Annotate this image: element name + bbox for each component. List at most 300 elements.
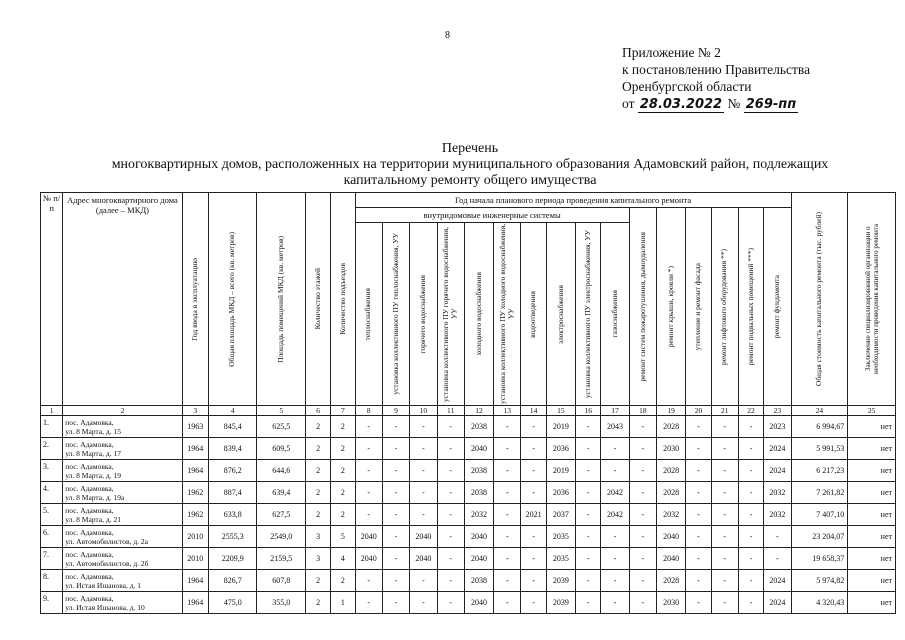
table-cell: - (437, 504, 464, 526)
table-cell: - (382, 570, 409, 592)
table-cell: 2024 (764, 460, 791, 482)
header-num: № п/п (41, 193, 63, 406)
row-number: 5. (41, 504, 63, 526)
table-cell: 2032 (764, 504, 791, 526)
table-cell: 2040 (464, 438, 493, 460)
table-cell: - (494, 526, 521, 548)
header-heat-meter: установка коллективного ПУ теплоснабжения, УУ (382, 223, 409, 406)
table-cell: 2 (306, 416, 331, 438)
header-facade: утепление и ремонт фасада (686, 208, 711, 406)
column-index: 24 (791, 406, 848, 416)
table-cell: 2023 (764, 416, 791, 438)
table-cell: - (382, 548, 409, 570)
header-foundation: ремонт фундамента (764, 208, 791, 406)
table-cell: - (437, 460, 464, 482)
table-cell: 2 (306, 592, 331, 614)
table-row (41, 460, 896, 482)
column-index: 19 (656, 406, 685, 416)
table-cell: - (355, 416, 382, 438)
table-cell: - (601, 570, 629, 592)
table-cell: - (686, 438, 711, 460)
header-entrances: Количество подъездов (331, 193, 355, 406)
table-cell: 1 (331, 592, 355, 614)
header-basement: ремонт подвальных помещений ***) (738, 208, 763, 406)
table-cell: - (629, 438, 656, 460)
table-row (41, 592, 896, 614)
table-cell: - (494, 482, 521, 504)
row-number: 6. (41, 526, 63, 548)
table-cell: - (576, 592, 601, 614)
table-cell: - (410, 504, 437, 526)
header-elec-meter: установка коллективного ПУ электроснабжения, УУ (576, 223, 601, 406)
table-cell: 609,5 (257, 438, 306, 460)
table-cell: 2019 (546, 460, 575, 482)
row-address (63, 460, 182, 482)
header-plan-period: Год начала планового периода проведения капитального ремонта (355, 193, 791, 208)
table-cell: 355,0 (257, 592, 306, 614)
table-cell: 2036 (546, 438, 575, 460)
table-cell: 2024 (764, 438, 791, 460)
header-roof: ремонт крыши, кровли *) (656, 208, 685, 406)
header-heating: теплоснабжения (355, 223, 382, 406)
header-cost: Общая стоимость капитального ремонта (тыс. рублей) (791, 193, 848, 406)
table-cell: 2040 (355, 548, 382, 570)
header-premises-area: Площадь помещений МКД (кв. метров) (257, 193, 306, 406)
table-cell: - (494, 504, 521, 526)
table-cell: 839,4 (208, 438, 257, 460)
number-prefix: № (727, 96, 741, 111)
header-hot-meter: установка коллективного ПУ горячего водоснабжения, УУ (437, 223, 464, 406)
row-address (63, 570, 182, 592)
table-cell: - (494, 438, 521, 460)
table-cell: - (576, 504, 601, 526)
table-cell: 2 (306, 460, 331, 482)
table-cell: 23 204,07 (791, 526, 848, 548)
address-line-1: пос. Адамовка, (65, 593, 114, 603)
table-cell: - (521, 482, 546, 504)
table-row (41, 526, 896, 548)
table-cell: 2040 (464, 592, 493, 614)
column-index: 18 (629, 406, 656, 416)
table-cell: 3 (306, 548, 331, 570)
table-cell: 2024 (764, 592, 791, 614)
table-cell: - (355, 504, 382, 526)
page-number: 8 (445, 30, 450, 41)
header-year-built: Год ввода в эксплуатацию (182, 193, 208, 406)
column-index: 23 (764, 406, 791, 416)
table-cell: - (410, 416, 437, 438)
table-cell: 2021 (521, 504, 546, 526)
table-row (41, 482, 896, 504)
row-number: 8. (41, 570, 63, 592)
table-cell: 2042 (601, 482, 629, 504)
table-cell: - (686, 548, 711, 570)
table-cell: 1963 (182, 416, 208, 438)
table-cell: - (576, 548, 601, 570)
table-cell: - (629, 592, 656, 614)
table-cell: - (711, 570, 738, 592)
table-cell: - (711, 592, 738, 614)
table-cell: 644,6 (257, 460, 306, 482)
address-line-1: пос. Адамовка, (65, 461, 114, 471)
table-cell: 2038 (464, 416, 493, 438)
table-cell: - (686, 504, 711, 526)
table-row (41, 438, 896, 460)
table-cell: нет (848, 460, 896, 482)
table-cell: - (686, 570, 711, 592)
column-index: 12 (464, 406, 493, 416)
table-cell: - (576, 460, 601, 482)
header-fire-smoke: ремонт систем пожаротушения, дымоудаления (629, 208, 656, 406)
table-cell: - (738, 438, 763, 460)
address-line-2: ул. 8 Марта, д. 19 (65, 470, 121, 480)
column-index: 14 (521, 406, 546, 416)
header-total-area: Общая площадь МКД – всего (кв. метров) (208, 193, 257, 406)
header-floors: Количество этажей (306, 193, 331, 406)
table-cell: - (382, 482, 409, 504)
table-cell: - (355, 482, 382, 504)
handwritten-number: 269-пп (745, 97, 797, 112)
table-cell: нет (848, 482, 896, 504)
table-cell: - (576, 482, 601, 504)
table-cell: 876,2 (208, 460, 257, 482)
table-cell: - (382, 592, 409, 614)
address-line-2: ул. 8 Марта, д. 19а (65, 492, 125, 502)
address-line-1: пос. Адамовка, (65, 439, 114, 449)
table-cell: - (686, 416, 711, 438)
table-cell: нет (848, 504, 896, 526)
table-cell: - (410, 570, 437, 592)
table-cell: - (521, 460, 546, 482)
table-cell: 639,4 (257, 482, 306, 504)
table-cell: 2028 (656, 570, 685, 592)
table-cell: 2 (306, 570, 331, 592)
date-prefix: от (622, 96, 635, 111)
table-cell: - (382, 416, 409, 438)
table-cell: 2209,9 (208, 548, 257, 570)
column-index: 5 (257, 406, 306, 416)
document-subtitle-1: многоквартирных домов, расположенных на территории муниципального образования Адамовский район, подлежащих (111, 157, 829, 172)
table-cell: 2040 (656, 526, 685, 548)
table-cell: 845,4 (208, 416, 257, 438)
table-cell: - (437, 416, 464, 438)
appendix-line-2: к постановлению Правительства (622, 62, 811, 77)
table-cell: 7 261,82 (791, 482, 848, 504)
handwritten-date: 28.03.2022 (639, 97, 723, 112)
table-cell: 4 320,43 (791, 592, 848, 614)
table-cell: 1962 (182, 504, 208, 526)
column-index: 20 (686, 406, 711, 416)
table-cell: - (521, 570, 546, 592)
table-cell: 2038 (464, 460, 493, 482)
table-cell: - (355, 438, 382, 460)
column-index: 8 (355, 406, 382, 416)
table-cell: - (738, 592, 763, 614)
table-cell: 6 994,67 (791, 416, 848, 438)
table-cell: - (355, 460, 382, 482)
row-number: 7. (41, 548, 63, 570)
table-cell: - (382, 504, 409, 526)
table-cell: - (437, 526, 464, 548)
appendix-line-3: Оренбургской области (622, 79, 752, 94)
table-cell: 625,5 (257, 416, 306, 438)
table-cell: 19 658,37 (791, 548, 848, 570)
table-cell: - (410, 438, 437, 460)
table-cell: - (738, 482, 763, 504)
table-body (41, 416, 896, 614)
table-cell: 6 217,23 (791, 460, 848, 482)
table-cell: 2 (331, 482, 355, 504)
address-line-2: ул. Истая Ишанова, д. 10 (65, 602, 145, 612)
address-line-1: пос. Адамовка, (65, 417, 114, 427)
row-number: 1. (41, 416, 63, 438)
table-cell: 1964 (182, 460, 208, 482)
header-conclusion: Заключение специализированной организации о необходимости проведения капитального ремонта (848, 193, 896, 406)
row-address (63, 548, 182, 570)
header-cold-meter: установка коллективного ПУ холодного водоснабжения, УУ (494, 223, 521, 406)
column-index: 21 (711, 406, 738, 416)
table-cell: - (382, 438, 409, 460)
table-cell: 2032 (656, 504, 685, 526)
table-cell: 2036 (546, 482, 575, 504)
table-cell: - (738, 526, 763, 548)
table-cell: - (686, 526, 711, 548)
table-cell: - (629, 416, 656, 438)
table-cell: - (382, 526, 409, 548)
address-line-2: ул. Автомобилистов, д. 2а (65, 536, 148, 546)
table-cell: - (601, 438, 629, 460)
table-cell: - (437, 482, 464, 504)
row-number: 3. (41, 460, 63, 482)
table-cell: - (521, 416, 546, 438)
table-cell: 1964 (182, 438, 208, 460)
table-cell: 2028 (656, 416, 685, 438)
document-title: Перечень (441, 141, 499, 156)
table-cell: - (410, 482, 437, 504)
table-cell: 2 (331, 460, 355, 482)
table-cell: - (355, 592, 382, 614)
table-cell: - (601, 592, 629, 614)
table-cell: - (410, 592, 437, 614)
table-cell: - (686, 592, 711, 614)
table-cell: 2028 (656, 460, 685, 482)
document-subtitle-2: капитальному ремонту общего имущества (343, 173, 597, 188)
table-cell: - (629, 526, 656, 548)
table-cell: - (711, 438, 738, 460)
table-cell: нет (848, 570, 896, 592)
address-line-1: пос. Адамовка, (65, 571, 114, 581)
table-cell: 633,8 (208, 504, 257, 526)
address-line-1: пос. Адамовка, (65, 505, 114, 515)
table-cell: 2040 (656, 548, 685, 570)
row-address (63, 526, 182, 548)
column-index: 15 (546, 406, 575, 416)
header-gas: газоснабжения (601, 223, 629, 406)
table-cell: - (410, 460, 437, 482)
header-electricity: электроснабжения (546, 223, 575, 406)
table-cell: - (738, 460, 763, 482)
table-cell: - (494, 548, 521, 570)
row-address (63, 592, 182, 614)
table-cell: 2039 (546, 592, 575, 614)
table-cell: 2030 (656, 438, 685, 460)
table-cell: - (629, 482, 656, 504)
table-cell: - (686, 460, 711, 482)
table-cell: - (437, 592, 464, 614)
table-cell: нет (848, 548, 896, 570)
table-cell: - (711, 460, 738, 482)
address-line-2: ул. 8 Марта, д. 15 (65, 426, 121, 436)
table-cell: - (738, 548, 763, 570)
table-cell: 2 (306, 438, 331, 460)
table-cell: 2040 (410, 526, 437, 548)
table-cell: 5 (331, 526, 355, 548)
column-index: 2 (63, 406, 182, 416)
table-cell: 2042 (601, 504, 629, 526)
appendix-line-1: Приложение № 2 (622, 45, 721, 60)
table-cell: - (494, 592, 521, 614)
table-cell: 5 974,82 (791, 570, 848, 592)
table-cell: - (629, 548, 656, 570)
table-cell: - (437, 438, 464, 460)
address-line-2: ул. Автомобилистов, д. 2б (65, 558, 149, 568)
table-cell: - (521, 526, 546, 548)
column-index: 25 (848, 406, 896, 416)
table-row (41, 548, 896, 570)
column-index-row (41, 406, 896, 416)
table-cell: 2024 (764, 570, 791, 592)
header-engineering: внутридомовые инженерные системы (355, 208, 629, 223)
table-cell: 2 (331, 570, 355, 592)
table-cell: 2040 (464, 526, 493, 548)
row-address (63, 504, 182, 526)
column-index: 10 (410, 406, 437, 416)
table-cell: - (382, 460, 409, 482)
table-cell: - (711, 416, 738, 438)
table-cell: 887,4 (208, 482, 257, 504)
table-cell: - (738, 416, 763, 438)
row-address (63, 482, 182, 504)
table-cell: нет (848, 526, 896, 548)
table-cell: нет (848, 416, 896, 438)
table-cell: нет (848, 438, 896, 460)
header-hot-water: горячего водоснабжения (410, 223, 437, 406)
appendix-date-line (622, 95, 810, 113)
table-cell: 2159,5 (257, 548, 306, 570)
table-cell: - (764, 526, 791, 548)
row-address (63, 438, 182, 460)
table-cell: - (437, 548, 464, 570)
address-line-1: пос. Адамовка, (65, 483, 114, 493)
table-cell: 2032 (764, 482, 791, 504)
table-cell: - (711, 548, 738, 570)
buildings-table (40, 192, 896, 614)
table-cell: - (576, 570, 601, 592)
table-cell: 2549,0 (257, 526, 306, 548)
table-cell: 2035 (546, 526, 575, 548)
table-cell: 2030 (656, 592, 685, 614)
table-cell: 2037 (546, 504, 575, 526)
table-cell: 2 (331, 416, 355, 438)
column-index: 9 (382, 406, 409, 416)
table-cell: - (576, 526, 601, 548)
address-line-2: ул. Истая Ишанова, д. 1 (65, 580, 142, 590)
table-row (41, 416, 896, 438)
table-cell: 2 (331, 438, 355, 460)
address-line-1: пос. Адамовка, (65, 527, 114, 537)
table-cell: 2032 (464, 504, 493, 526)
header-elevator: ремонт лифтового оборудования **) (711, 208, 738, 406)
table-cell: 2035 (546, 548, 575, 570)
column-index: 17 (601, 406, 629, 416)
row-number: 9. (41, 592, 63, 614)
row-number: 4. (41, 482, 63, 504)
row-number: 2. (41, 438, 63, 460)
table-cell: - (629, 460, 656, 482)
table-cell: - (601, 460, 629, 482)
table-cell: 627,5 (257, 504, 306, 526)
table-cell: - (711, 482, 738, 504)
table-cell: 2028 (656, 482, 685, 504)
table-cell: - (521, 438, 546, 460)
table-cell: 2019 (546, 416, 575, 438)
table-cell: - (764, 548, 791, 570)
table-cell: 4 (331, 548, 355, 570)
table-cell: 475,0 (208, 592, 257, 614)
table-cell: - (576, 438, 601, 460)
table-cell: 1964 (182, 570, 208, 592)
table-cell: 2 (306, 504, 331, 526)
column-index: 3 (182, 406, 208, 416)
appendix-block (622, 44, 810, 113)
table-cell: 2038 (464, 482, 493, 504)
table-cell: 2040 (464, 548, 493, 570)
address-line-2: ул. 8 Марта, д. 21 (65, 514, 121, 524)
table-cell: - (686, 482, 711, 504)
table-cell: - (437, 570, 464, 592)
table-cell: 2040 (410, 548, 437, 570)
address-line-1: пос. Адамовка, (65, 549, 114, 559)
header-drainage: водоотведения (521, 223, 546, 406)
table-cell: 1962 (182, 482, 208, 504)
table-cell: - (711, 526, 738, 548)
table-cell: 607,8 (257, 570, 306, 592)
column-index: 7 (331, 406, 355, 416)
table-cell: нет (848, 592, 896, 614)
table-cell: 2555,3 (208, 526, 257, 548)
table-cell: 2043 (601, 416, 629, 438)
table-cell: 2 (331, 504, 355, 526)
table-cell: - (576, 416, 601, 438)
table-cell: 2040 (355, 526, 382, 548)
table-cell: 2010 (182, 526, 208, 548)
table-cell: 2039 (546, 570, 575, 592)
column-index: 1 (41, 406, 63, 416)
header-address: Адрес многоквартирного дома (далее – МКД) (63, 193, 182, 406)
table-cell: - (494, 460, 521, 482)
table-cell: - (494, 570, 521, 592)
table-cell: 7 407,10 (791, 504, 848, 526)
table-cell: - (355, 570, 382, 592)
table-row (41, 570, 896, 592)
column-index: 16 (576, 406, 601, 416)
table-cell: - (601, 526, 629, 548)
column-index: 4 (208, 406, 257, 416)
table-cell: 1964 (182, 592, 208, 614)
column-index: 11 (437, 406, 464, 416)
table-cell: 826,7 (208, 570, 257, 592)
table-row (41, 504, 896, 526)
